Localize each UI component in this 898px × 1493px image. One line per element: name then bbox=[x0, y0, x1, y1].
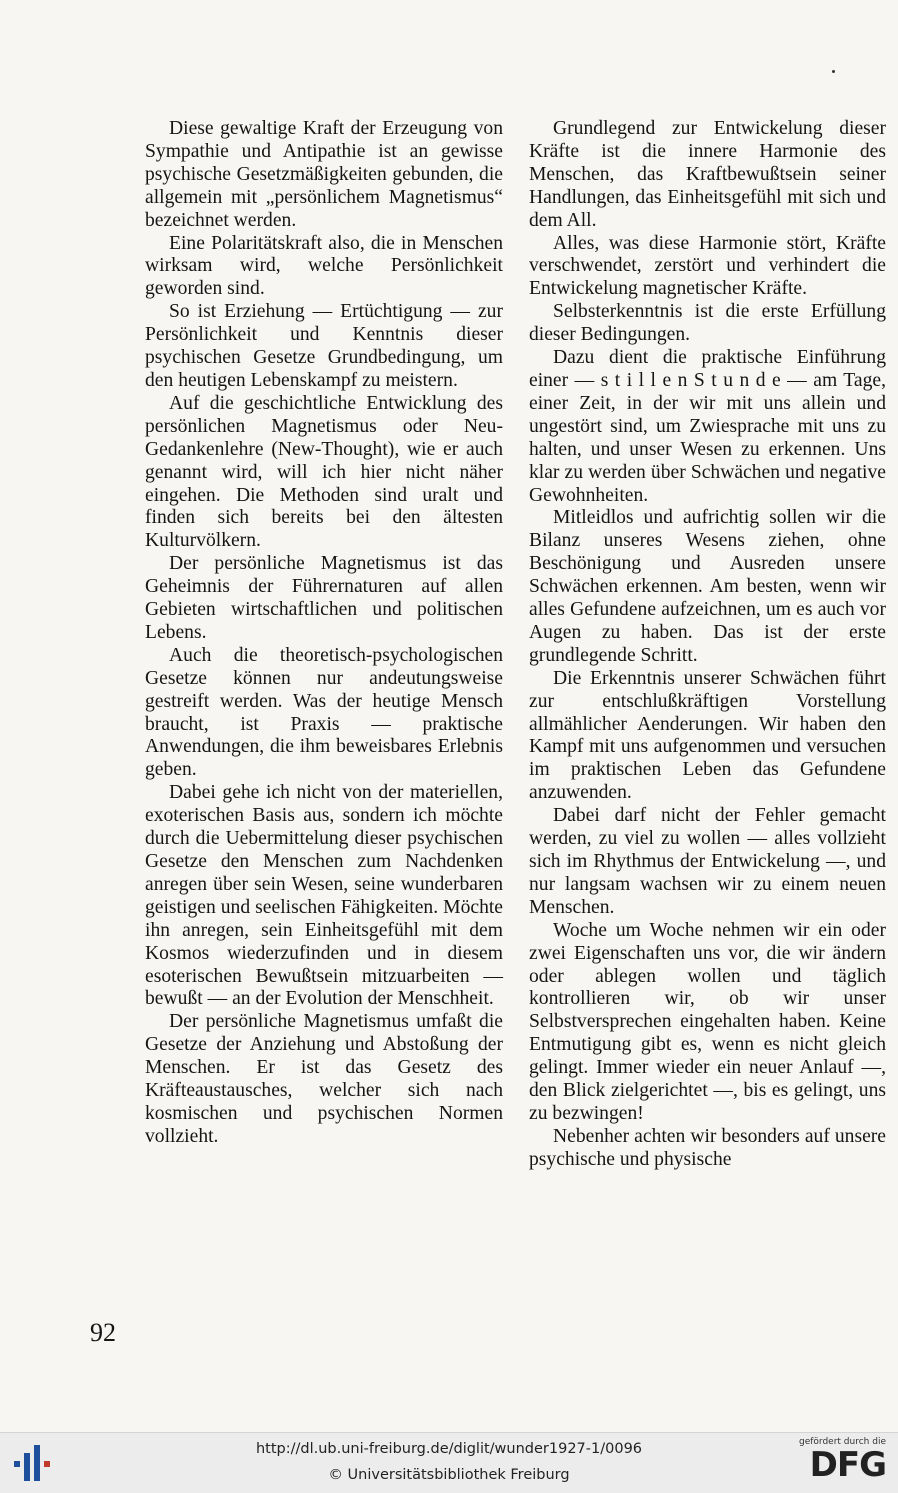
paragraph: Mitleidlos und aufrichtig sollen wir die Bilanz unseres Wesens ziehen, ohne Beschönigung und Ausreden unsere Schwächen erkennen. Am besten, wenn wir alles Gefundene aufzeichnen, um es auch vor Augen zu haben. Das ist der erste grundlegende Schritt. bbox=[529, 507, 886, 666]
paragraph: Dazu dient die praktische Einführung einer — s t i l l e n S t u n d e — am Tage, einer Zeit, in der wir mit uns allein und ungestört sind, um Zwiesprache mit uns zu halten, und unser Wesen zu erkennen. Uns klar zu werden über Schwächen und negative Gewohnheiten. bbox=[529, 347, 886, 506]
dfg-funding-label: gefördert durch die bbox=[799, 1437, 886, 1447]
paragraph: Diese gewaltige Kraft der Erzeugung von Sympathie und Antipathie ist an gewisse psychische Gesetzmäßigkeiten gebunden, die allgemein mit „persönlichem Magnetismus“ bezeichnet werden. bbox=[145, 118, 503, 231]
right-column bbox=[529, 118, 886, 1172]
dfg-logo bbox=[796, 1437, 886, 1489]
permalink[interactable]: http://dl.ub.uni-freiburg.de/diglit/wunder1927-1/0096 bbox=[255, 1441, 643, 1457]
paragraph: Die Erkenntnis unserer Schwächen führt zur entschlußkräftigen Vorstellung allmählicher Aenderungen. Wir haben den Kampf mit uns aufgenommen und versuchen im praktischen Leben das Gefundene anzuwenden. bbox=[529, 667, 886, 804]
copyright-notice: © Universitätsbibliothek Freiburg bbox=[328, 1467, 570, 1483]
dfg-logo-text: DFG bbox=[809, 1445, 886, 1485]
paragraph: Auch die theoretisch-psychologischen Gesetze können nur andeutungsweise gestreift werden. Was der heutige Mensch braucht, ist Praxis — praktische Anwendungen, die ihm beweisbares Erlebnis geben. bbox=[145, 644, 503, 781]
paragraph: Auf die geschichtliche Entwicklung des persönlichen Magnetismus oder Neu-Gedankenlehre (New-Thought), wie er auch genannt wird, will ich hier nicht näher eingehen. Die Methoden sind uralt und finden sich bereits bei den ältesten Kulturvölkern. bbox=[145, 392, 503, 552]
speck bbox=[832, 70, 835, 73]
paragraph: Nebenher achten wir besonders auf unsere psychische und physische bbox=[529, 1125, 886, 1170]
paragraph: Der persönliche Magnetismus umfaßt die Gesetze der Anziehung und Abstoßung der Menschen. Er ist das Gesetz des Kräfteaustausches, welcher sich nach kosmischen und psychischen Normen vollzieht. bbox=[145, 1011, 503, 1147]
paragraph: Dabei darf nicht der Fehler gemacht werden, zu viel zu wollen — alles vollzieht sich im Rhythmus der Entwickelung —, und nur langsam wachsen wir zu einem neuen Menschen. bbox=[529, 805, 886, 918]
paragraph: Woche um Woche nehmen wir ein oder zwei Eigenschaften uns vor, die wir ändern oder ablegen wollen und täglich kontrollieren wir, ob wir unser Selbstversprechen eingehalten haben. Keine Entmutigung gibt es, wenn es nicht gleich gelingt. Immer wieder ein neuer Anlauf —, den Blick zielgerichtet —, bis es gelingt, uns zu bezwingen! bbox=[529, 919, 886, 1124]
paragraph: Grundlegend zur Entwickelung dieser Kräfte ist die innere Harmonie des Menschen, das Kraftbewußtsein seiner Handlungen, das Einheitsgefühl mit sich und dem All. bbox=[529, 118, 886, 231]
paragraph: Eine Polaritätskraft also, die in Menschen wirksam wird, welche Persönlichkeit geworden sind. bbox=[145, 232, 503, 300]
left-column bbox=[145, 118, 503, 1149]
paragraph: So ist Erziehung — Ertüchtigung — zur Persönlichkeit und Kenntnis dieser psychischen Gesetze Grundbedingung, um den heutigen Lebenskampf zu meistern. bbox=[145, 301, 503, 391]
paragraph: Selbsterkenntnis ist die erste Erfüllung dieser Bedingungen. bbox=[529, 301, 886, 346]
paragraph: Alles, was diese Harmonie stört, Kräfte verschwendet, zerstört und verhindert die Entwickelung magnetischer Kräfte. bbox=[529, 232, 886, 300]
viewer-footer bbox=[0, 1432, 898, 1493]
paragraph: Der persönliche Magnetismus ist das Geheimnis der Führernaturen auf allen Gebieten wirtschaftlichen und politischen Lebens. bbox=[145, 553, 503, 643]
page-number: 92 bbox=[90, 1318, 116, 1347]
paragraph: Dabei gehe ich nicht von der materiellen, exoterischen Basis aus, sondern ich möchte durch die Uebermittelung dieser psychischen Gesetze den Menschen zum Nachdenken anregen über sein Wesen, seine wunderbaren geistigen und seelischen Fähigkeiten. Möchte ihn anregen, sein Einheitsgefühl mit dem Kosmos wiederzufinden und in diesem esoterischen Bewußtsein mitzuarbeiten — bewußt — an der Evolution der Menschheit. bbox=[145, 782, 503, 1010]
